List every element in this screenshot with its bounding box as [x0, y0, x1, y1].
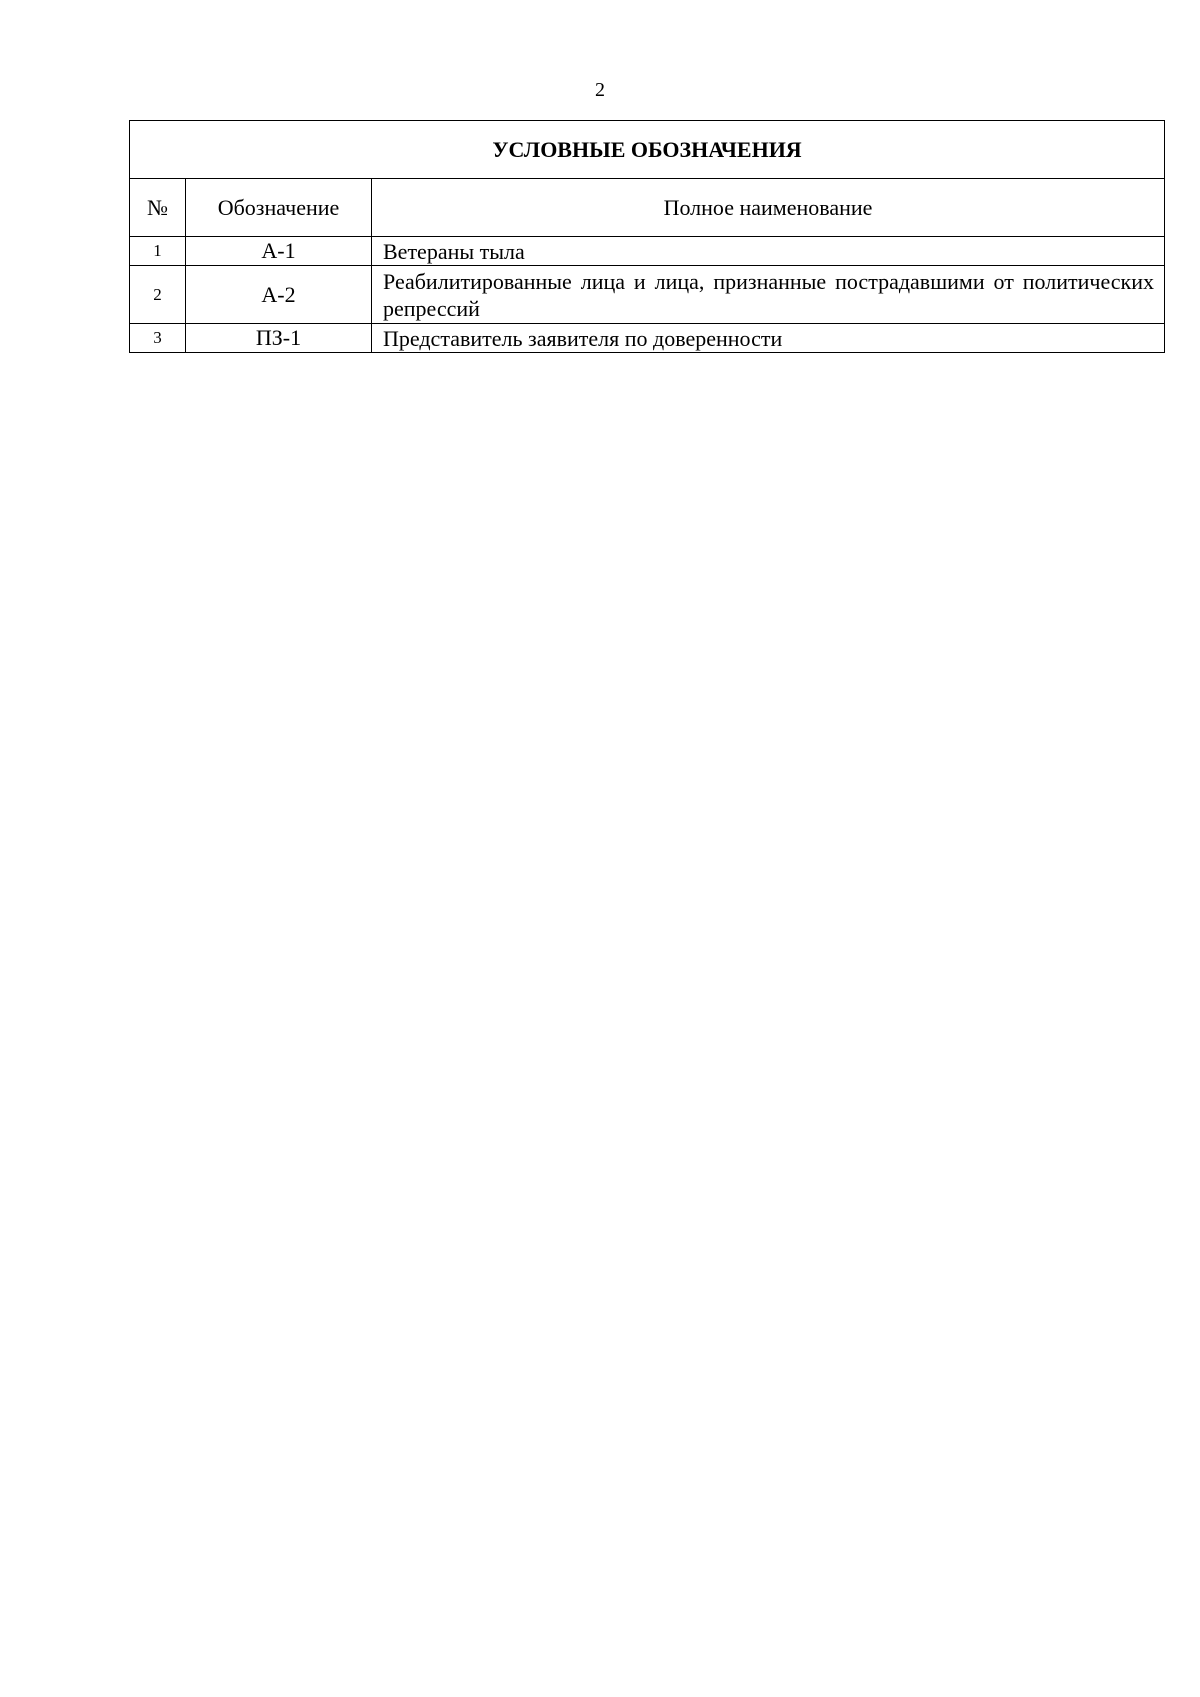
row-code: ПЗ-1: [186, 324, 372, 353]
row-num: 2: [130, 266, 186, 324]
row-name: Представитель заявителя по доверенности: [372, 324, 1165, 353]
header-name: Полное наименование: [372, 179, 1165, 237]
table-title: УСЛОВНЫЕ ОБОЗНАЧЕНИЯ: [130, 121, 1165, 179]
legend-table: [129, 120, 1165, 353]
page-number: 2: [595, 79, 605, 101]
table-header-row: [130, 179, 1165, 237]
table-row: [130, 324, 1165, 353]
row-num: 3: [130, 324, 186, 353]
row-name: Ветераны тыла: [372, 237, 1165, 266]
row-num: 1: [130, 237, 186, 266]
row-code: А-2: [186, 266, 372, 324]
table-title-row: [130, 121, 1165, 179]
table-row: [130, 237, 1165, 266]
header-num: №: [130, 179, 186, 237]
row-code: А-1: [186, 237, 372, 266]
row-name: Реабилитированные лица и лица, признанные пострадавшими от политических репрессий: [372, 266, 1165, 324]
table-row: [130, 266, 1165, 324]
header-code: Обозначение: [186, 179, 372, 237]
